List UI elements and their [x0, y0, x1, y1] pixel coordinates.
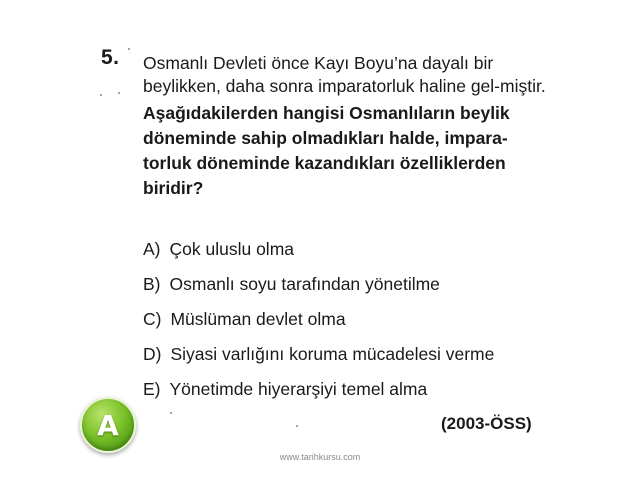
option-letter: B) — [143, 274, 161, 294]
answer-letter: A — [97, 408, 119, 442]
scan-speck — [118, 92, 120, 94]
watermark: www.tarihkursu.com — [279, 452, 361, 462]
question-stem — [143, 52, 553, 201]
option-letter: C) — [143, 309, 162, 329]
answer-badge — [80, 397, 136, 453]
question-number: 5. — [101, 46, 120, 69]
option-text: Çok uluslu olma — [169, 239, 294, 259]
question-stem-text: Osmanlı Devleti önce Kayı Boyu’na dayalı bir beylikken, daha sonra imparatorluk haline gel-miştir. — [143, 53, 546, 96]
scan-speck — [100, 94, 102, 96]
option-text: Osmanlı soyu tarafından yönetilme — [169, 274, 440, 294]
option-text: Müslüman devlet olma — [170, 309, 346, 329]
option-text: Siyasi varlığını koruma mücadelesi verme — [170, 344, 495, 364]
option-text: Yönetimde hiyerarşiyi temel alma — [169, 379, 428, 399]
scan-speck — [296, 425, 298, 427]
answer-options — [143, 236, 563, 411]
option-e[interactable] — [143, 376, 563, 411]
option-c[interactable] — [143, 306, 563, 341]
exam-source: (2003-ÖSS) — [441, 414, 532, 433]
scan-speck — [128, 48, 130, 50]
option-letter: A) — [143, 239, 161, 259]
question-prompt: Aşağıdakilerden hangisi Osmanlıların beylik döneminde sahip olmadıkları halde, impara-torluk döneminde kazandıkları özelliklerden biridir? — [143, 103, 510, 198]
scan-speck — [170, 412, 172, 414]
option-b[interactable] — [143, 271, 563, 306]
option-d[interactable] — [143, 341, 563, 376]
option-letter: D) — [143, 344, 162, 364]
option-letter: E) — [143, 379, 161, 399]
option-a[interactable] — [143, 236, 563, 271]
